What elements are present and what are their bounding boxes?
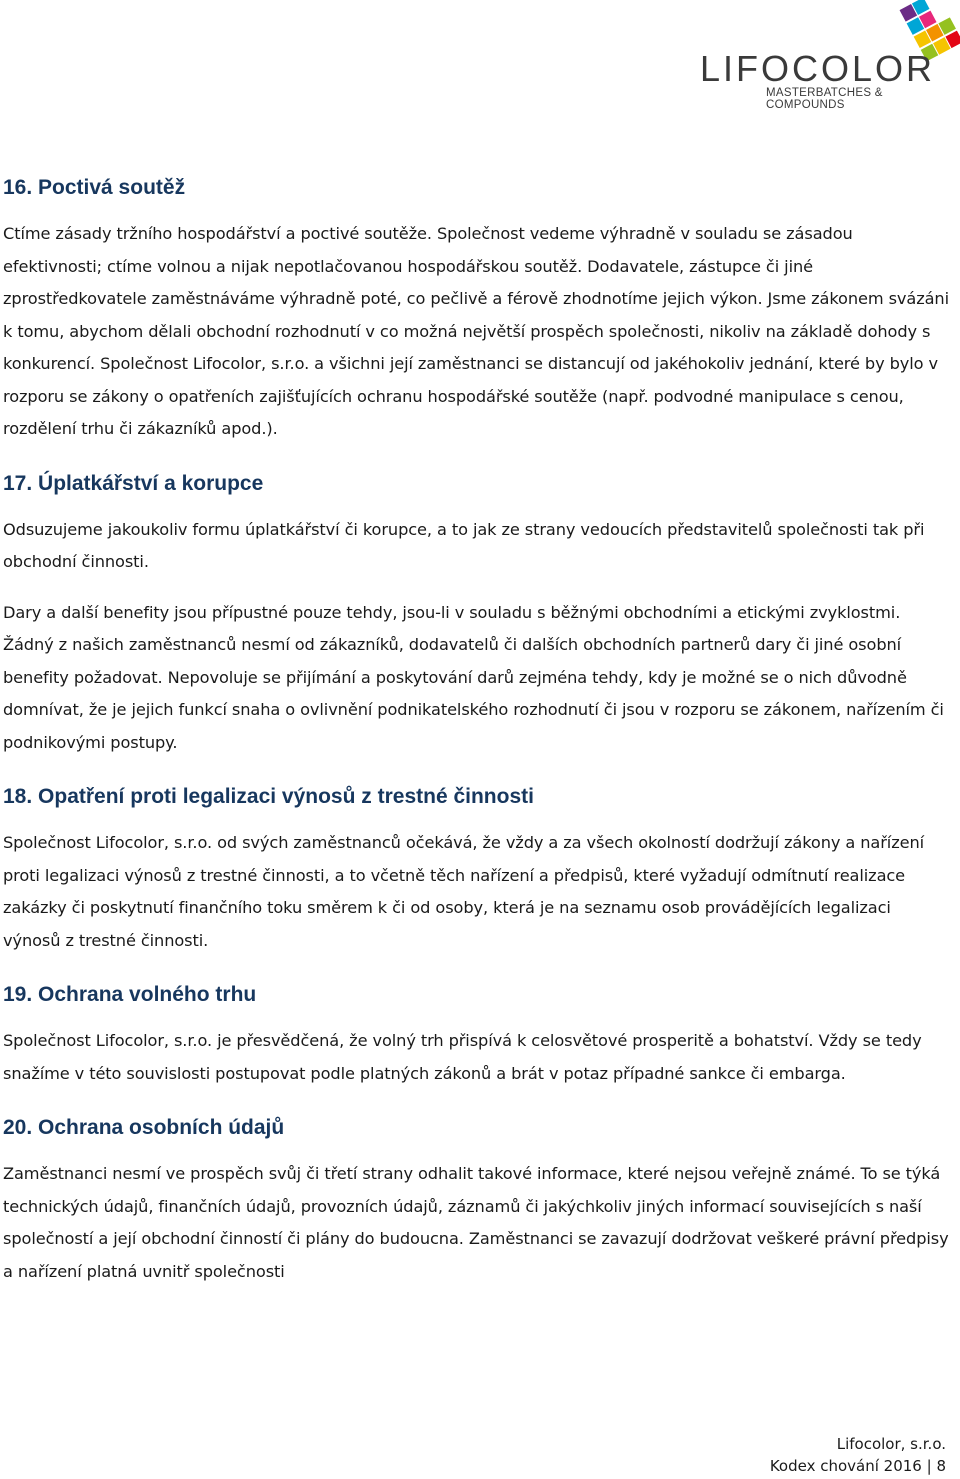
section-heading: 16. Poctivá soutěž xyxy=(3,176,186,199)
paragraph: Zaměstnanci nesmí ve prospěch svůj či třetí strany odhalit takové informace, které nejsou veřejně známé. To se týká technických údajů, finančních údajů, provozních údajů, záznamů či jakýchkoliv jiných informací souvisejících s naší společností a její obchodní činností či plány do budoucna. Zaměstnanci se zavazují dodržovat veškeré právní předpisy a nařízení platná uvnitř společnosti xyxy=(3,1164,949,1281)
paragraph: Společnost Lifocolor, s.r.o. od svých zaměstnanců očekává, že vždy a za všech okolností dodržují zákony a nařízení proti legalizaci výnosů z trestné činnosti, a to včetně těch nařízení a předpisů, které vyžadují odmítnutí realizace zakázky či poskytnutí finančního toku směrem k či od osoby, která je na seznamu osob provádějících legalizaci výnosů z trestné činnosti. xyxy=(3,833,925,950)
footer-doc-line xyxy=(770,1455,946,1477)
paragraph: Odsuzujeme jakoukoliv formu úplatkářství či korupce, a to jak ze strany vedoucích představitelů společnosti tak při obchodní činnosti. xyxy=(3,519,925,571)
logo-tagline: MASTERBATCHES & COMPOUNDS xyxy=(766,87,883,111)
page-footer xyxy=(770,1433,946,1477)
section-heading: 20. Ochrana osobních údajů xyxy=(3,1116,285,1139)
section-heading: 17. Úplatkářství a korupce xyxy=(3,471,264,495)
company-logo xyxy=(660,0,960,110)
logo-wordmark: LIFOCOLOR xyxy=(700,48,936,89)
document-body xyxy=(3,170,953,1288)
section-heading: 19. Ochrana volného trhu xyxy=(3,983,257,1006)
paragraph: Ctíme zásady tržního hospodářství a poctivé soutěže. Společnost vedeme výhradně v souladu se zásadou efektivnosti; ctíme volnou a nijak nepotlačovanou hospodářskou soutěž. Dodavatele, zástupce či jiné zprostředkovatele zaměstnáváme výhradně poté, co pečlivě a férově zhodnotíme jejich výkon. Jsme zákonem svázáni k tomu, abychom dělali obchodní rozhodnutí v co možná největší prospěch společnosti, nikoliv na základě dohody s konkurencí. Společnost Lifocolor, s.r.o. a všichni její zaměstnanci se distancují od jakéhokoliv jednání, které by bylo v rozporu se zákony o opatřeních zajišťujících ochranu hospodářské soutěže (např. podvodné manipulace s cenou, rozdělení trhu či zákazníků apod.). xyxy=(3,224,949,438)
footer-company: Lifocolor, s.r.o. xyxy=(836,1435,946,1453)
footer-separator: | xyxy=(926,1457,932,1475)
paragraph: Dary a další benefity jsou přípustné pouze tehdy, jsou-li v souladu s běžnými obchodními a etickými zvyklostmi. Žádný z našich zaměstnanců nesmí od zákazníků, dodavatelů či dalších obchodních partnerů dary či jiné osobní benefity požadovat. Nepovoluje se přijímání a poskytování darů zejména tehdy, kdy je možné se o nich důvodně domnívat, že je jejich funkcí snaha o ovlivnění podnikatelského rozhodnutí či jsou v rozporu se zákonem, nařízením či podnikovými postupy. xyxy=(3,602,944,752)
page-number: 8 xyxy=(936,1457,946,1475)
paragraph: Společnost Lifocolor, s.r.o. je přesvědčená, že volný trh přispívá k celosvětové prosperitě a bohatství. Vždy se tedy snažíme v této souvislosti postupovat podle platných zákonů a brát v potaz případné sankce či embarga. xyxy=(3,1031,922,1083)
footer-doc-title: Kodex chování 2016 xyxy=(769,1457,922,1475)
section-heading: 18. Opatření proti legalizaci výnosů z trestné činnosti xyxy=(3,785,534,808)
